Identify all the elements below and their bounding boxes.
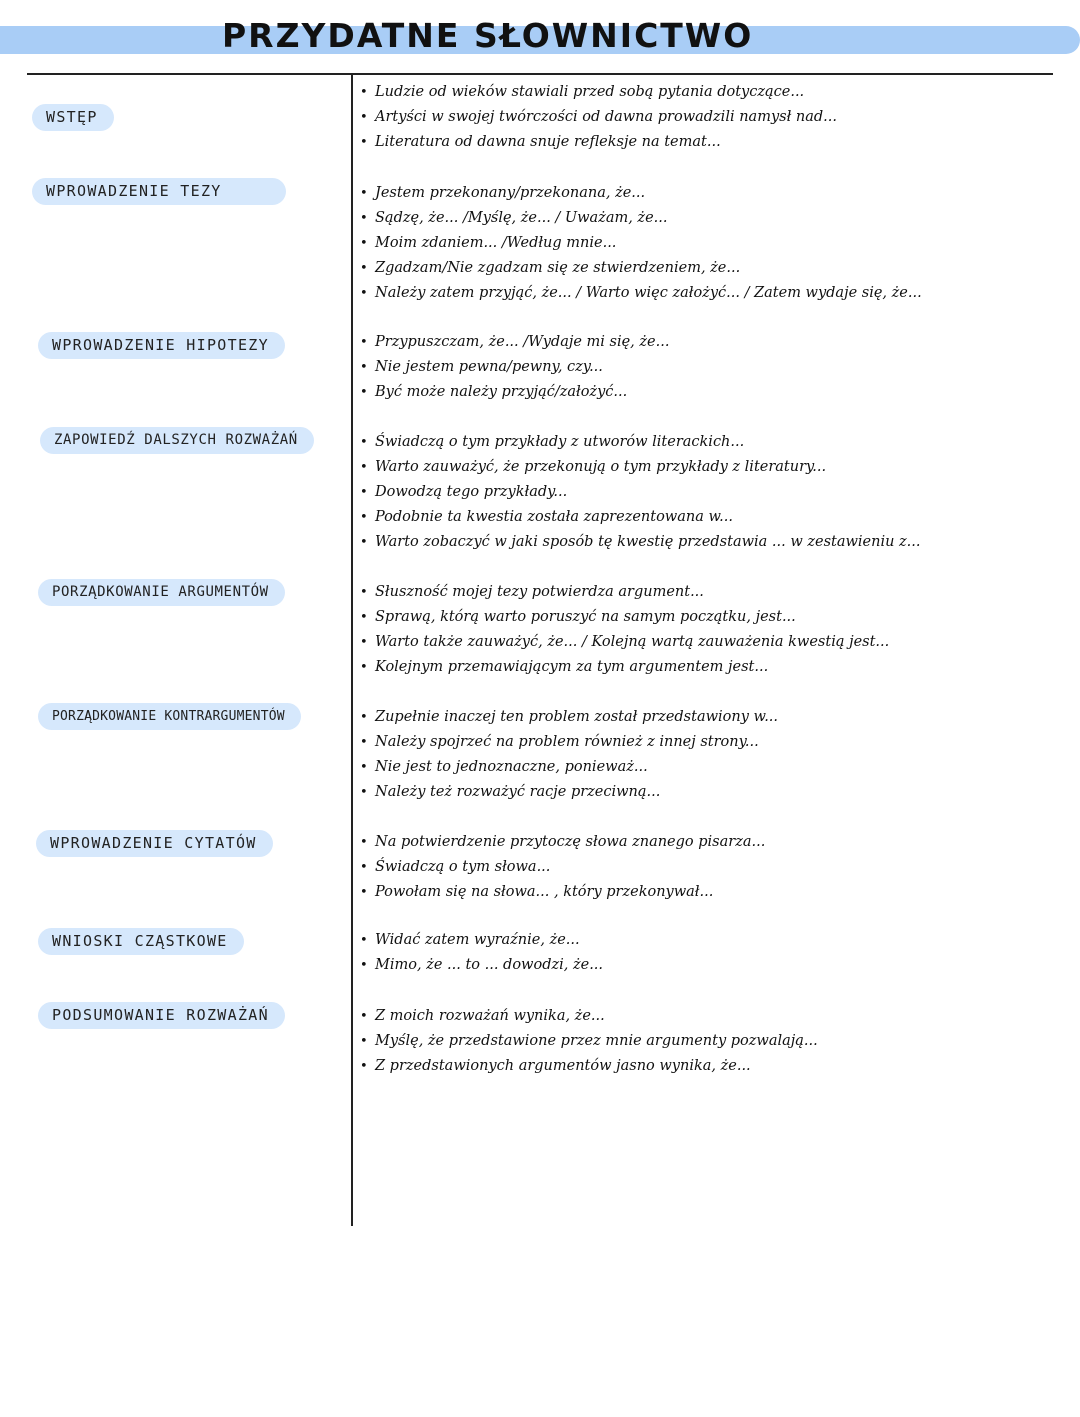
section-label-thesis: WPROWADZENIE TEZY — [32, 178, 286, 205]
phrase-text: Dowodzą tego przykłady... — [375, 484, 568, 500]
phrase-text: Warto zauważyć, że przekonują o tym przykłady z literatury... — [375, 459, 827, 475]
list-item: • Sądzę, że... /Myślę, że... / Uważam, że... — [360, 210, 668, 226]
phrase-text: Nie jestem pewna/pewny, czy... — [375, 359, 603, 375]
phrase-text: Na potwierdzenie przytoczę słowa znanego pisarza... — [375, 834, 766, 850]
section-label-counterarguments: PORZĄDKOWANIE KONTRARGUMENTÓW — [38, 703, 301, 730]
phrase-list-counterarguments — [360, 705, 778, 805]
list-item: • Moim zdaniem... /Według mnie... — [360, 235, 617, 251]
section-label-arguments: PORZĄDKOWANIE ARGUMENTÓW — [38, 579, 285, 606]
section-label-summary: PODSUMOWANIE ROZWAŻAŃ — [38, 1002, 285, 1029]
phrase-list-summary — [360, 1004, 818, 1079]
list-item: • Nie jest to jednoznaczne, ponieważ... — [360, 759, 648, 775]
section-label-quotes: WPROWADZENIE CYTATÓW — [36, 830, 273, 857]
phrase-text: Literatura od dawna snuje refleksje na temat... — [375, 134, 721, 150]
list-item: • Słuszność mojej tezy potwierdza argument... — [360, 584, 704, 600]
phrase-text: Świadczą o tym słowa... — [375, 859, 551, 875]
header-divider — [27, 73, 1053, 75]
list-item: • Zgadzam/Nie zgadzam się ze stwierdzeniem, że... — [360, 260, 741, 276]
list-item: • Mimo, że ... to ... dowodzi, że... — [360, 957, 604, 973]
phrase-text: Mimo, że ... to ... dowodzi, że... — [375, 957, 604, 973]
list-item: • Należy spojrzeć na problem również z innej strony... — [360, 734, 759, 750]
phrase-text: Nie jest to jednoznaczne, ponieważ... — [375, 759, 648, 775]
list-item: • Myślę, że przedstawione przez mnie argumenty pozwalają... — [360, 1033, 818, 1049]
phrase-list-intro — [360, 80, 837, 155]
phrase-text: Widać zatem wyraźnie, że... — [375, 932, 580, 948]
section-label-intro: WSTĘP — [32, 104, 114, 131]
list-item: • Na potwierdzenie przytoczę słowa znanego pisarza... — [360, 834, 766, 850]
list-item: • Podobnie ta kwestia została zaprezentowana w... — [360, 509, 733, 525]
list-item: • Powołam się na słowa... , który przekonywał... — [360, 884, 714, 900]
list-item: • Świadczą o tym słowa... — [360, 859, 551, 875]
phrase-text: Warto zobaczyć w jaki sposób tę kwestię przedstawia ... w zestawieniu z... — [375, 534, 921, 550]
section-label-preview: ZAPOWIEDŹ DALSZYCH ROZWAŻAŃ — [40, 427, 314, 454]
list-item: • Warto zauważyć, że przekonują o tym przykłady z literatury... — [360, 459, 827, 475]
phrase-text: Artyści w swojej twórczości od dawna prowadzili namysł nad... — [375, 109, 837, 125]
phrase-text: Być może należy przyjąć/założyć... — [375, 384, 628, 400]
list-item: • Jestem przekonany/przekonana, że... — [360, 185, 646, 201]
phrase-text: Warto także zauważyć, że... / Kolejną wartą zauważenia kwestią jest... — [375, 634, 890, 650]
phrase-text: Przypuszczam, że... /Wydaje mi się, że... — [375, 334, 670, 350]
phrase-text: Słuszność mojej tezy potwierdza argument... — [375, 584, 704, 600]
list-item: • Kolejnym przemawiającym za tym argumentem jest... — [360, 659, 769, 675]
phrase-text: Podobnie ta kwestia została zaprezentowana w... — [375, 509, 733, 525]
phrase-list-preview — [360, 430, 921, 555]
phrase-text: Powołam się na słowa... , który przekonywał... — [375, 884, 714, 900]
list-item: • Ludzie od wieków stawiali przed sobą pytania dotyczące... — [360, 84, 805, 100]
phrase-text: Moim zdaniem... /Według mnie... — [375, 235, 617, 251]
phrase-text: Ludzie od wieków stawiali przed sobą pytania dotyczące... — [375, 84, 805, 100]
list-item: • Dowodzą tego przykłady... — [360, 484, 568, 500]
section-label-partial-conclusions: WNIOSKI CZĄSTKOWE — [38, 928, 244, 955]
phrase-text: Świadczą o tym przykłady z utworów literackich... — [375, 434, 745, 450]
phrase-text: Z przedstawionych argumentów jasno wynika, że... — [375, 1058, 751, 1074]
list-item: • Przypuszczam, że... /Wydaje mi się, że... — [360, 334, 670, 350]
phrase-text: Zupełnie inaczej ten problem został przedstawiony w... — [375, 709, 779, 725]
list-item: • Artyści w swojej twórczości od dawna prowadzili namysł nad... — [360, 109, 837, 125]
page-title: PRZYDATNE SŁOWNICTWO — [222, 16, 754, 55]
phrase-text: Należy też rozważyć racje przeciwną... — [375, 784, 661, 800]
phrase-text: Z moich rozważań wynika, że... — [375, 1008, 605, 1024]
phrase-text: Kolejnym przemawiającym za tym argumentem jest... — [375, 659, 769, 675]
phrase-list-quotes — [360, 830, 765, 905]
list-item: • Z moich rozważań wynika, że... — [360, 1008, 605, 1024]
list-item: • Nie jestem pewna/pewny, czy... — [360, 359, 603, 375]
phrase-text: Sądzę, że... /Myślę, że... / Uważam, że... — [375, 210, 668, 226]
phrase-text: Zgadzam/Nie zgadzam się ze stwierdzeniem, że... — [375, 260, 741, 276]
list-item: • Warto także zauważyć, że... / Kolejną wartą zauważenia kwestią jest... — [360, 634, 890, 650]
list-item: • Z przedstawionych argumentów jasno wynika, że... — [360, 1058, 751, 1074]
list-item: • Warto zobaczyć w jaki sposób tę kwestię przedstawia ... w zestawieniu z... — [360, 534, 921, 550]
phrase-list-arguments — [360, 580, 889, 680]
phrase-text: Jestem przekonany/przekonana, że... — [375, 185, 646, 201]
list-item: • Być może należy przyjąć/założyć... — [360, 384, 628, 400]
list-item: • Należy zatem przyjąć, że... / Warto więc założyć... / Zatem wydaje się, że... — [360, 285, 922, 301]
list-item: • Świadczą o tym przykłady z utworów literackich... — [360, 434, 745, 450]
list-item: • Literatura od dawna snuje refleksje na temat... — [360, 134, 721, 150]
list-item: • Zupełnie inaczej ten problem został przedstawiony w... — [360, 709, 779, 725]
phrase-list-thesis — [360, 181, 922, 306]
phrase-text: Sprawą, którą warto poruszyć na samym początku, jest... — [375, 609, 796, 625]
phrase-list-hypothesis — [360, 330, 669, 405]
list-item: • Sprawą, którą warto poruszyć na samym początku, jest... — [360, 609, 796, 625]
phrase-text: Należy spojrzeć na problem również z innej strony... — [375, 734, 759, 750]
section-label-hypothesis: WPROWADZENIE HIPOTEZY — [38, 332, 285, 359]
column-divider — [351, 74, 353, 1226]
list-item: • Widać zatem wyraźnie, że... — [360, 932, 580, 948]
list-item: • Należy też rozważyć racje przeciwną... — [360, 784, 661, 800]
phrase-list-partial-conclusions — [360, 928, 603, 978]
phrase-text: Myślę, że przedstawione przez mnie argumenty pozwalają... — [375, 1033, 818, 1049]
phrase-text: Należy zatem przyjąć, że... / Warto więc założyć... / Zatem wydaje się, że... — [375, 285, 922, 301]
